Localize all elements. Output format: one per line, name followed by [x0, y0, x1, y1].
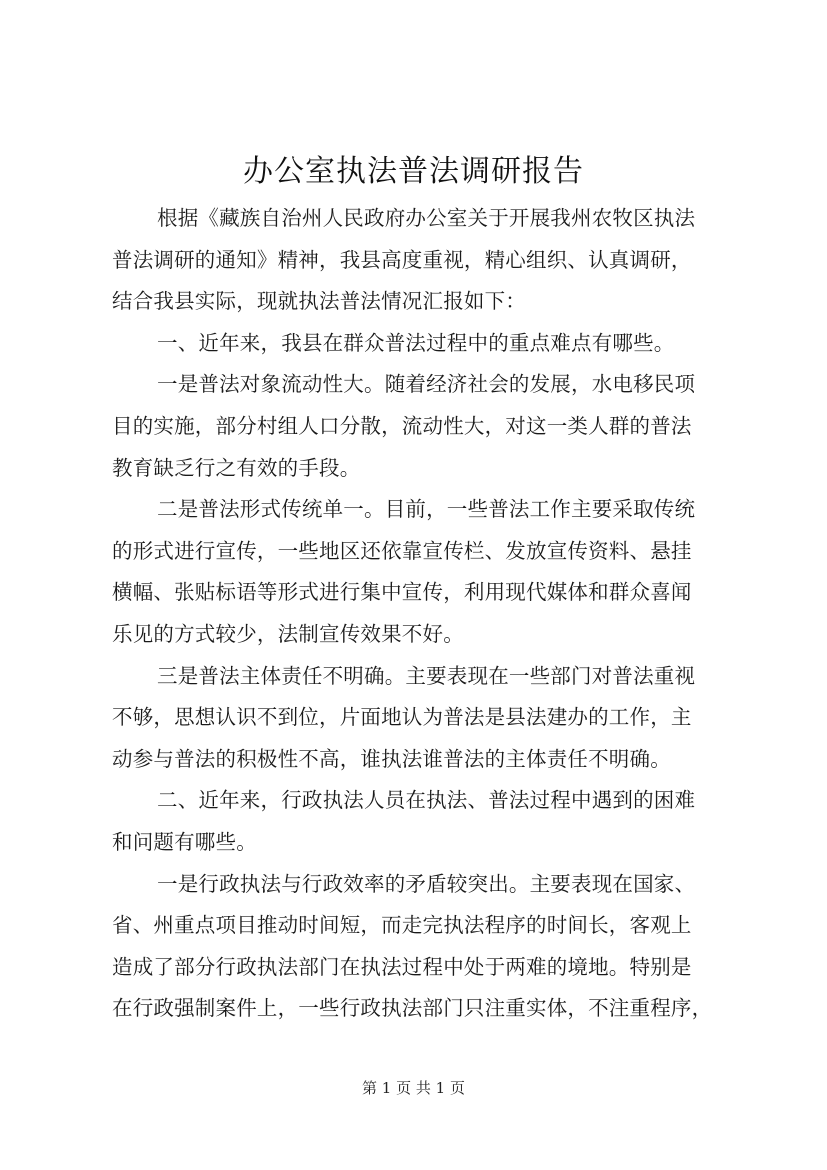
paragraph-line: 教育缺乏行之有效的手段。: [112, 455, 361, 480]
paragraph-line: 一是普法对象流动性大。随着经济社会的发展，水电移民项: [157, 372, 696, 397]
paragraph-line: 在行政强制案件上，一些行政执法部门只注重实体，不注重程序，: [112, 996, 713, 1021]
paragraph-line: 一是行政执法与行政效率的矛盾较突出。主要表现在国家、: [157, 871, 696, 896]
paragraph-line: 的形式进行宣传，一些地区还依靠宣传栏、发放宣传资料、悬挂: [112, 538, 692, 563]
paragraph-line: 造成了部分行政执法部门在执法过程中处于两难的境地。特别是: [112, 954, 692, 979]
paragraph-line: 目的实施，部分村组人口分散，流动性大，对这一类人群的普法: [112, 413, 692, 438]
paragraph-line: 根据《藏族自治州人民政府办公室关于开展我州农牧区执法: [157, 206, 696, 230]
paragraph-line: 普法调研的通知》精神，我县高度重视，精心组织、认真调研，: [112, 247, 692, 272]
paragraph-line: 动参与普法的积极性不高，谁执法谁普法的主体责任不明确。: [112, 746, 671, 771]
paragraph-line: 和问题有哪些。: [112, 829, 257, 854]
document-body: [112, 198, 724, 1030]
paragraph-line: 一、近年来，我县在群众普法过程中的重点难点有哪些。: [157, 330, 675, 355]
paragraph-line: 不够，思想认识不到位，片面地认为普法是县法建办的工作，主: [112, 705, 692, 730]
paragraph-line: 省、州重点项目推动时间短，而走完执法程序的时间长，客观上: [112, 913, 692, 938]
paragraph-line: 二是普法形式传统单一。目前，一些普法工作主要采取传统: [157, 497, 696, 522]
page-footer: 第 1 页 共 1 页: [362, 1079, 465, 1097]
paragraph-line: 横幅、张贴标语等形式进行集中宣传，利用现代媒体和群众喜闻: [112, 580, 692, 605]
paragraph-line: 结合我县实际，现就执法普法情况汇报如下：: [112, 289, 526, 314]
paragraph-line: 乐见的方式较少，法制宣传效果不好。: [112, 621, 464, 646]
paragraph-line: 二、近年来，行政执法人员在执法、普法过程中遇到的困难: [157, 788, 696, 813]
paragraph-line: 三是普法主体责任不明确。主要表现在一些部门对普法重视: [157, 663, 696, 688]
document-title: 办公室执法普法调研报告: [243, 154, 584, 189]
